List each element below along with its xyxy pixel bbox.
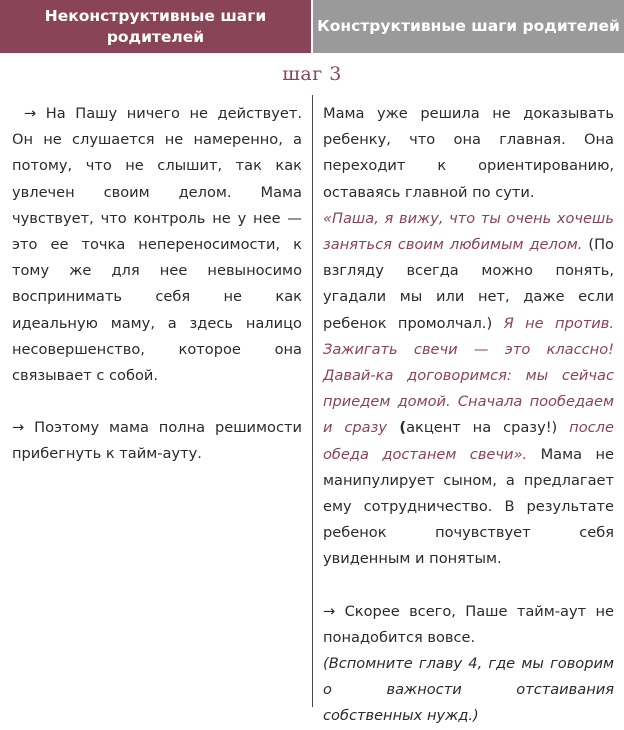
right-paragraph-3: → Скорее всего, Паше тайм-аут не понадобится вовсе.	[323, 602, 614, 646]
right-paragraph-2	[323, 206, 614, 573]
header-constructive: Конструктивные шаги родителей	[311, 0, 624, 53]
header-nonconstructive: Неконструктивные шаги родителей	[0, 0, 311, 53]
left-column	[0, 95, 312, 707]
quote-2: Я не против. Зажигать свечи — это классно! Давай-ка договоримся: мы сейчас приедем домой. Сначала пообедаем и сразу	[323, 314, 614, 437]
text-2b: акцент на сразу!)	[406, 419, 558, 437]
comparison-columns	[0, 95, 624, 725]
quote-1: «Паша, я вижу, что ты очень хочешь заняться своим любимым делом.	[323, 209, 614, 254]
right-note: (Вспомните главу 4, где мы говорим о важности отстаивания собственных нужд.)	[323, 655, 614, 725]
step-label: шаг 3	[282, 63, 342, 85]
text-3: Мама не манипулирует сыном, а предлагает ему сотрудничество. В результате ребенок почувствует себя увиденным и понятым.	[323, 445, 614, 568]
quote-3: после обеда достанем свечи».	[323, 419, 614, 463]
text-1: (По взгляду всегда можно понять, угадали мы или нет, даже если ребенок промолчал.)	[323, 236, 614, 332]
left-paragraph-1: → На Пашу ничего не действует. Он не слушается не намеренно, а потому, что не слышит, так как увлечен своим делом. Мама чувствует, что контроль не у нее — это ее точка непереносимости, к тому же для нее невыносимо воспринимать себя не как идеальную маму, а здесь налицо несовершенство, которое она связывает с собой.	[12, 105, 302, 385]
right-column	[312, 95, 624, 725]
table-header	[0, 0, 624, 53]
right-paragraph-1: Мама уже решила не доказывать ребенку, что она главная. Она переходит к ориентированию, оставаясь главной по сути.	[323, 105, 614, 201]
text-2a: (	[387, 419, 407, 437]
left-paragraph-2: → Поэтому мама полна решимости прибегнуть к тайм-ауту.	[12, 419, 302, 463]
